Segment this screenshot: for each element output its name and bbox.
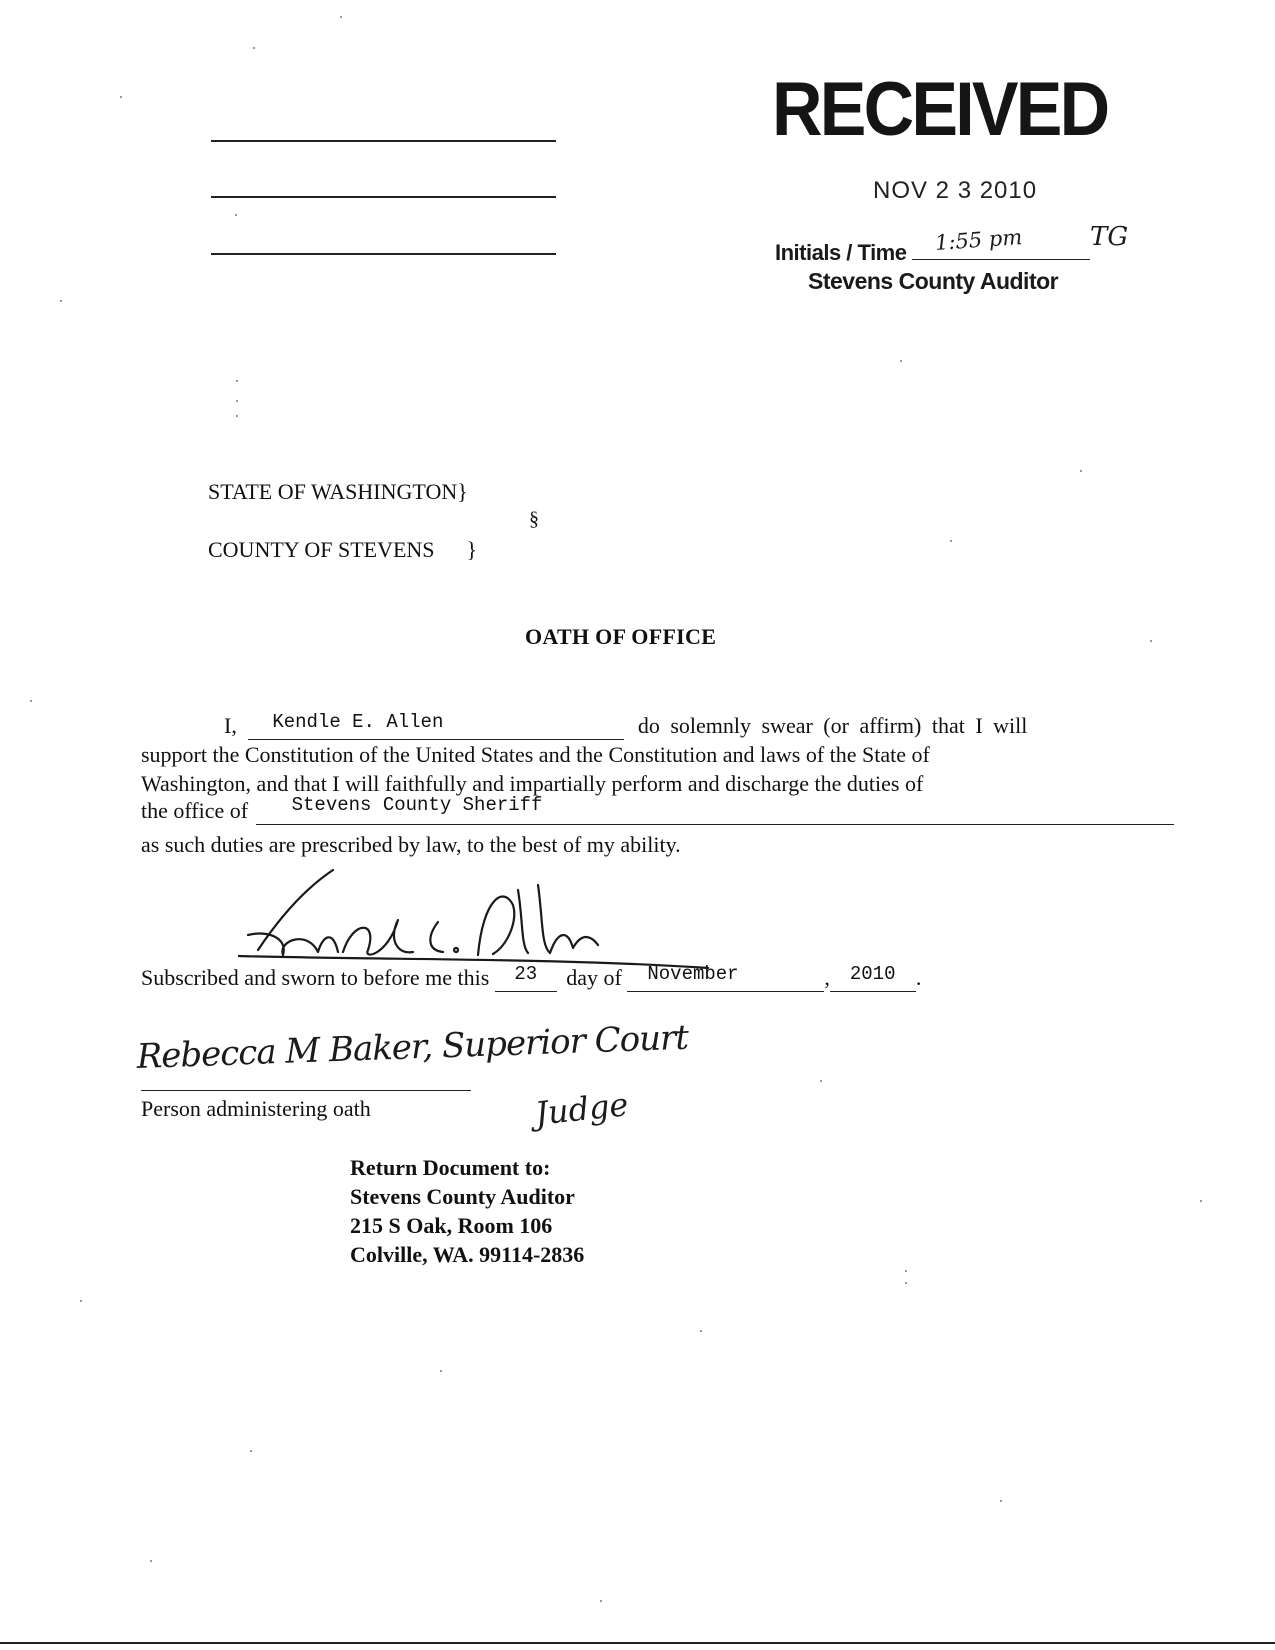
oath-taker-name: Kendle E. Allen: [272, 711, 444, 733]
oath-office-blank: [256, 794, 1174, 825]
administrator-signature-title: Judge: [533, 1085, 631, 1133]
oath-line-1-suffix: do solemnly swear (or affirm) that I will: [637, 713, 1028, 738]
oath-line-3: Washington, and that I will faithfully and impartially perform and discharge the duties of: [141, 771, 924, 796]
stamp-handwritten-initials: TG: [1090, 222, 1129, 252]
oath-line-5: as such duties are prescribed by law, to the best of my ability.: [141, 832, 681, 857]
oath-prefix: I,: [224, 713, 237, 738]
page-bottom-rule: [0, 1642, 1275, 1644]
administrator-signature: Rebecca M Baker, Superior Court: [136, 1017, 689, 1077]
return-street: 215 S Oak, Room 106: [350, 1213, 553, 1238]
stamp-date: NOV 2 3 2010: [873, 177, 1038, 204]
oath-taker-signature: [238, 860, 738, 970]
subscribed-comma: ,: [824, 965, 830, 990]
return-office: Stevens County Auditor: [350, 1184, 575, 1209]
subscribed-prefix: Subscribed and sworn to before me this: [141, 965, 490, 990]
administrator-caption: Person administering oath: [141, 1096, 371, 1121]
subscribed-year-blank: [830, 965, 916, 992]
document-title: OATH OF OFFICE: [525, 624, 717, 649]
subscribed-day-blank: [495, 965, 557, 992]
subscribed-month-blank: [627, 965, 824, 992]
stamp-initials-label: [775, 240, 1090, 266]
stamp-handwritten-time: 1:55 pm: [934, 224, 1023, 256]
oath-line-1: [224, 713, 1027, 740]
oath-office-prefix: the office of: [141, 798, 249, 823]
subscribed-month: November: [647, 963, 739, 985]
venue-state: STATE OF WASHINGTON}: [208, 479, 468, 504]
recording-blank-line-1: [211, 140, 556, 142]
subscribed-line: [141, 965, 921, 992]
recording-blank-line-2: [211, 196, 556, 198]
oath-name-blank: [248, 713, 624, 740]
venue-state-text: STATE OF WASHINGTON: [208, 479, 458, 504]
oath-line-2: support the Constitution of the United States and the Constitution and laws of the State of: [141, 742, 930, 767]
stamp-office: Stevens County Auditor: [808, 268, 1059, 294]
subscribed-day-of-label: day of: [566, 965, 622, 990]
return-heading: Return Document to:: [350, 1155, 551, 1180]
oath-line-4: [141, 794, 1174, 825]
venue-county-text: COUNTY OF STEVENS: [208, 537, 435, 562]
subscribed-period: .: [915, 965, 922, 990]
recording-blank-line-3: [211, 253, 556, 255]
oath-office-name: Stevens County Sheriff: [291, 794, 543, 816]
subscribed-day: 23: [514, 963, 538, 985]
return-city: Colville, WA. 99114-2836: [350, 1242, 585, 1267]
administrator-signature-line: [141, 1090, 471, 1091]
venue-county: COUNTY OF STEVENS }: [208, 537, 478, 562]
venue-section-symbol: §: [529, 508, 539, 530]
stamp-initials-text: Initials / Time: [775, 240, 907, 265]
stamp-title: RECEIVED: [772, 67, 1108, 152]
return-address-block: [350, 1153, 584, 1269]
subscribed-year: 2010: [849, 963, 896, 985]
